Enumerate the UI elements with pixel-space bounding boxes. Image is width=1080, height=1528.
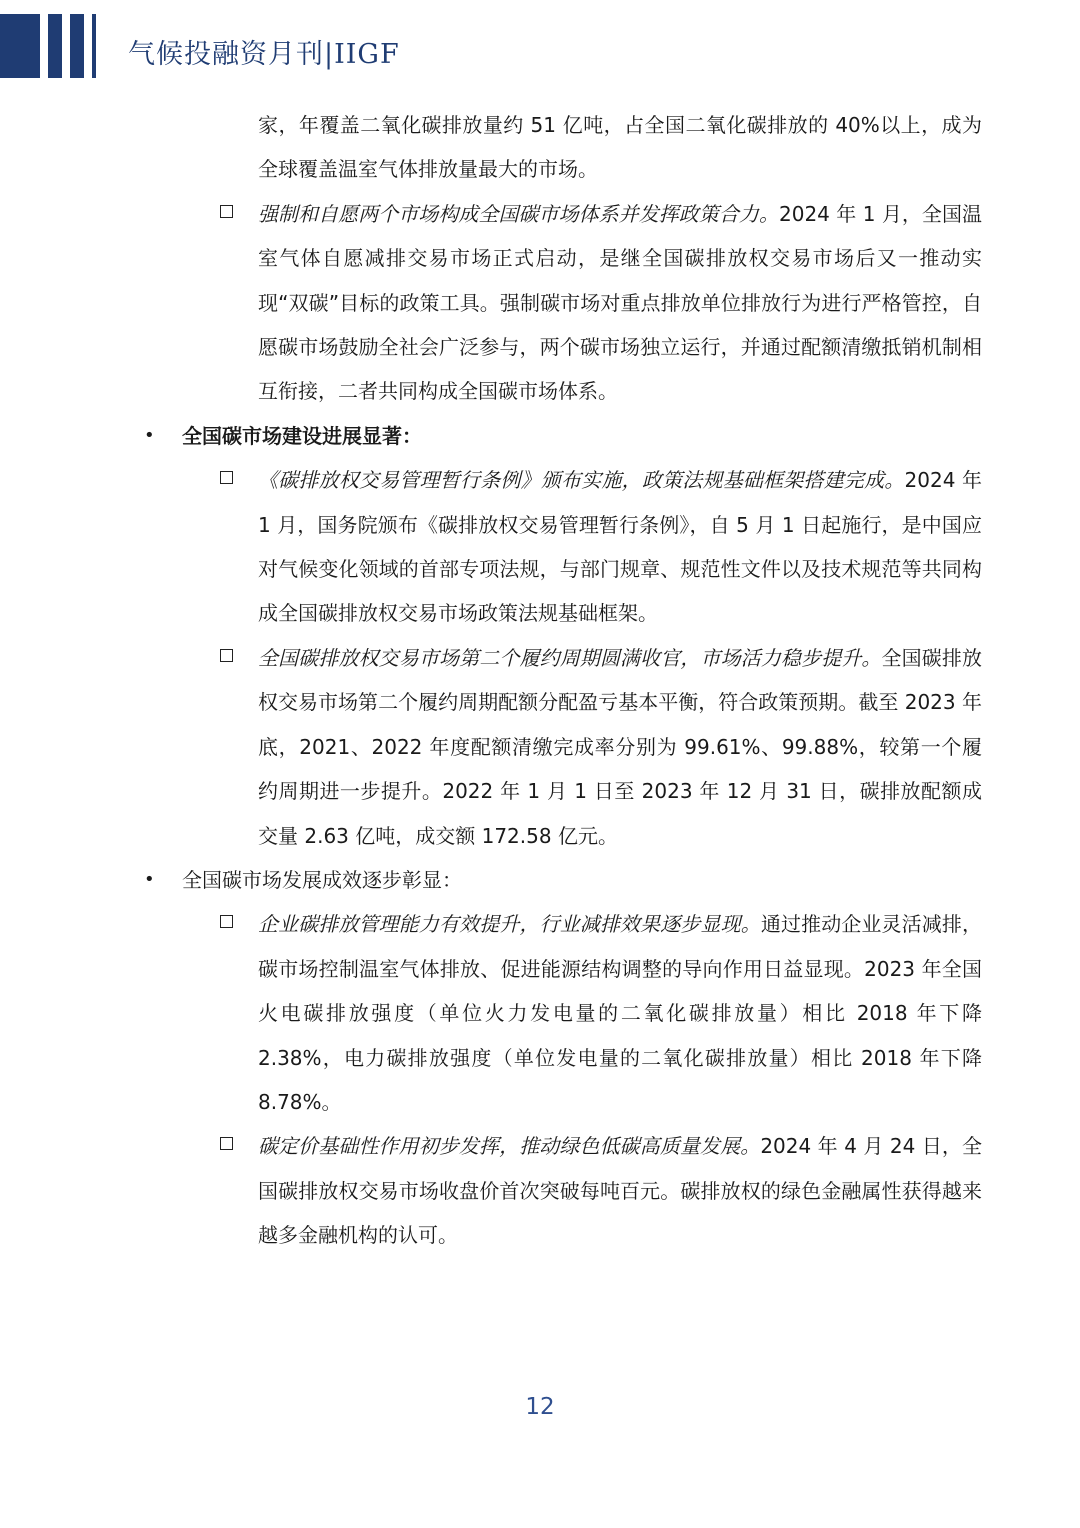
page-header [0,0,1080,90]
bullet-icon: • [144,868,155,890]
page-number: 12 [525,1394,555,1420]
item-text: 2024 年 1 月，全国温室气体自愿减排交易市场正式启动，是继全国碳排放权交易市场后又一推动实现“双碳”目标的政策工具。强制碳市场对重点排放单位排放行为进行严格管控，自愿碳市场鼓励全社会广泛参与，两个碳市场独立运行，并通过配额清缴抵销机制相互衔接，二者共同构成全国碳市场体系。 [258,201,983,404]
item-text: 通过推动企业灵活减排，碳市场控制温室气体排放、促进能源结构调整的导向作用日益显现。2023 年全国火电碳排放强度（单位火力发电量的二氧化碳排放量）相比 2018 年下降 2.38%，电力碳排放强度（单位发电量的二氧化碳排放量）相比 2018 年下降 8.78%。 [258,912,983,1114]
header-decor-bar [0,14,40,78]
bullet-heading: 全国碳市场建设进展显著： [182,423,422,448]
bullet-item [144,858,982,902]
publication-title: 气候投融资月刊|IIGF [128,39,400,70]
checkbox-item [258,902,982,1124]
header-decor-bar [92,14,96,78]
checkbox-item [258,458,982,636]
item-lead: 强制和自愿两个市场构成全国碳市场体系并发挥政策合力。 [258,201,779,226]
checkbox-icon [220,649,233,662]
item-text: 全国碳排放权交易市场第二个履约周期配额分配盈亏基本平衡，符合政策预期。截至 2023 年底，2021、2022 年度配额清缴完成率分别为 99.61%、99.88%，较第一个履约周期进一步提升。2022 年 1 月 1 日至 2023 年 12 月 31 日，碳排放配额成交量 2.63 亿吨，成交额 172.58 亿元。 [258,645,983,848]
checkbox-item [258,1124,982,1257]
item-text: 2024 年 1 月，国务院颁布《碳排放权交易管理暂行条例》，自 5 月 1 日起施行，是中国应对气候变化领域的首部专项法规，与部门规章、规范性文件以及技术规范等共同构成全国碳排放权交易市场政策法规基础框架。 [258,468,982,626]
bullet-item [144,414,982,458]
header-decor-bar [70,14,84,78]
bullet-icon: • [144,424,155,446]
checkbox-icon [220,1137,233,1150]
header-decor-bar [48,14,62,78]
checkbox-item [258,636,982,858]
article-body [0,103,1080,1258]
checkbox-item [258,192,982,414]
checkbox-icon [220,471,233,484]
checkbox-icon [220,205,233,218]
item-lead: 《碳排放权交易管理暂行条例》颁布实施，政策法规基础框架搭建完成。 [258,468,905,493]
item-text: 2024 年 4 月 24 日，全国碳排放权交易市场收盘价首次突破每吨百元。碳排放权的绿色金融属性获得越来越多金融机构的认可。 [258,1134,983,1248]
item-lead: 全国碳排放权交易市场第二个履约周期圆满收官，市场活力稳步提升。 [258,645,882,670]
bullet-heading: 全国碳市场发展成效逐步彰显： [182,867,462,892]
item-lead: 碳定价基础性作用初步发挥，推动绿色低碳高质量发展。 [258,1134,761,1159]
item-lead: 企业碳排放管理能力有效提升，行业减排效果逐步显现。 [258,912,761,937]
checkbox-icon [220,915,233,928]
intro-continuation: 家，年覆盖二氧化碳排放量约 51 亿吨，占全国二氧化碳排放的 40%以上，成为全球覆盖温室气体排放量最大的市场。 [258,113,982,182]
